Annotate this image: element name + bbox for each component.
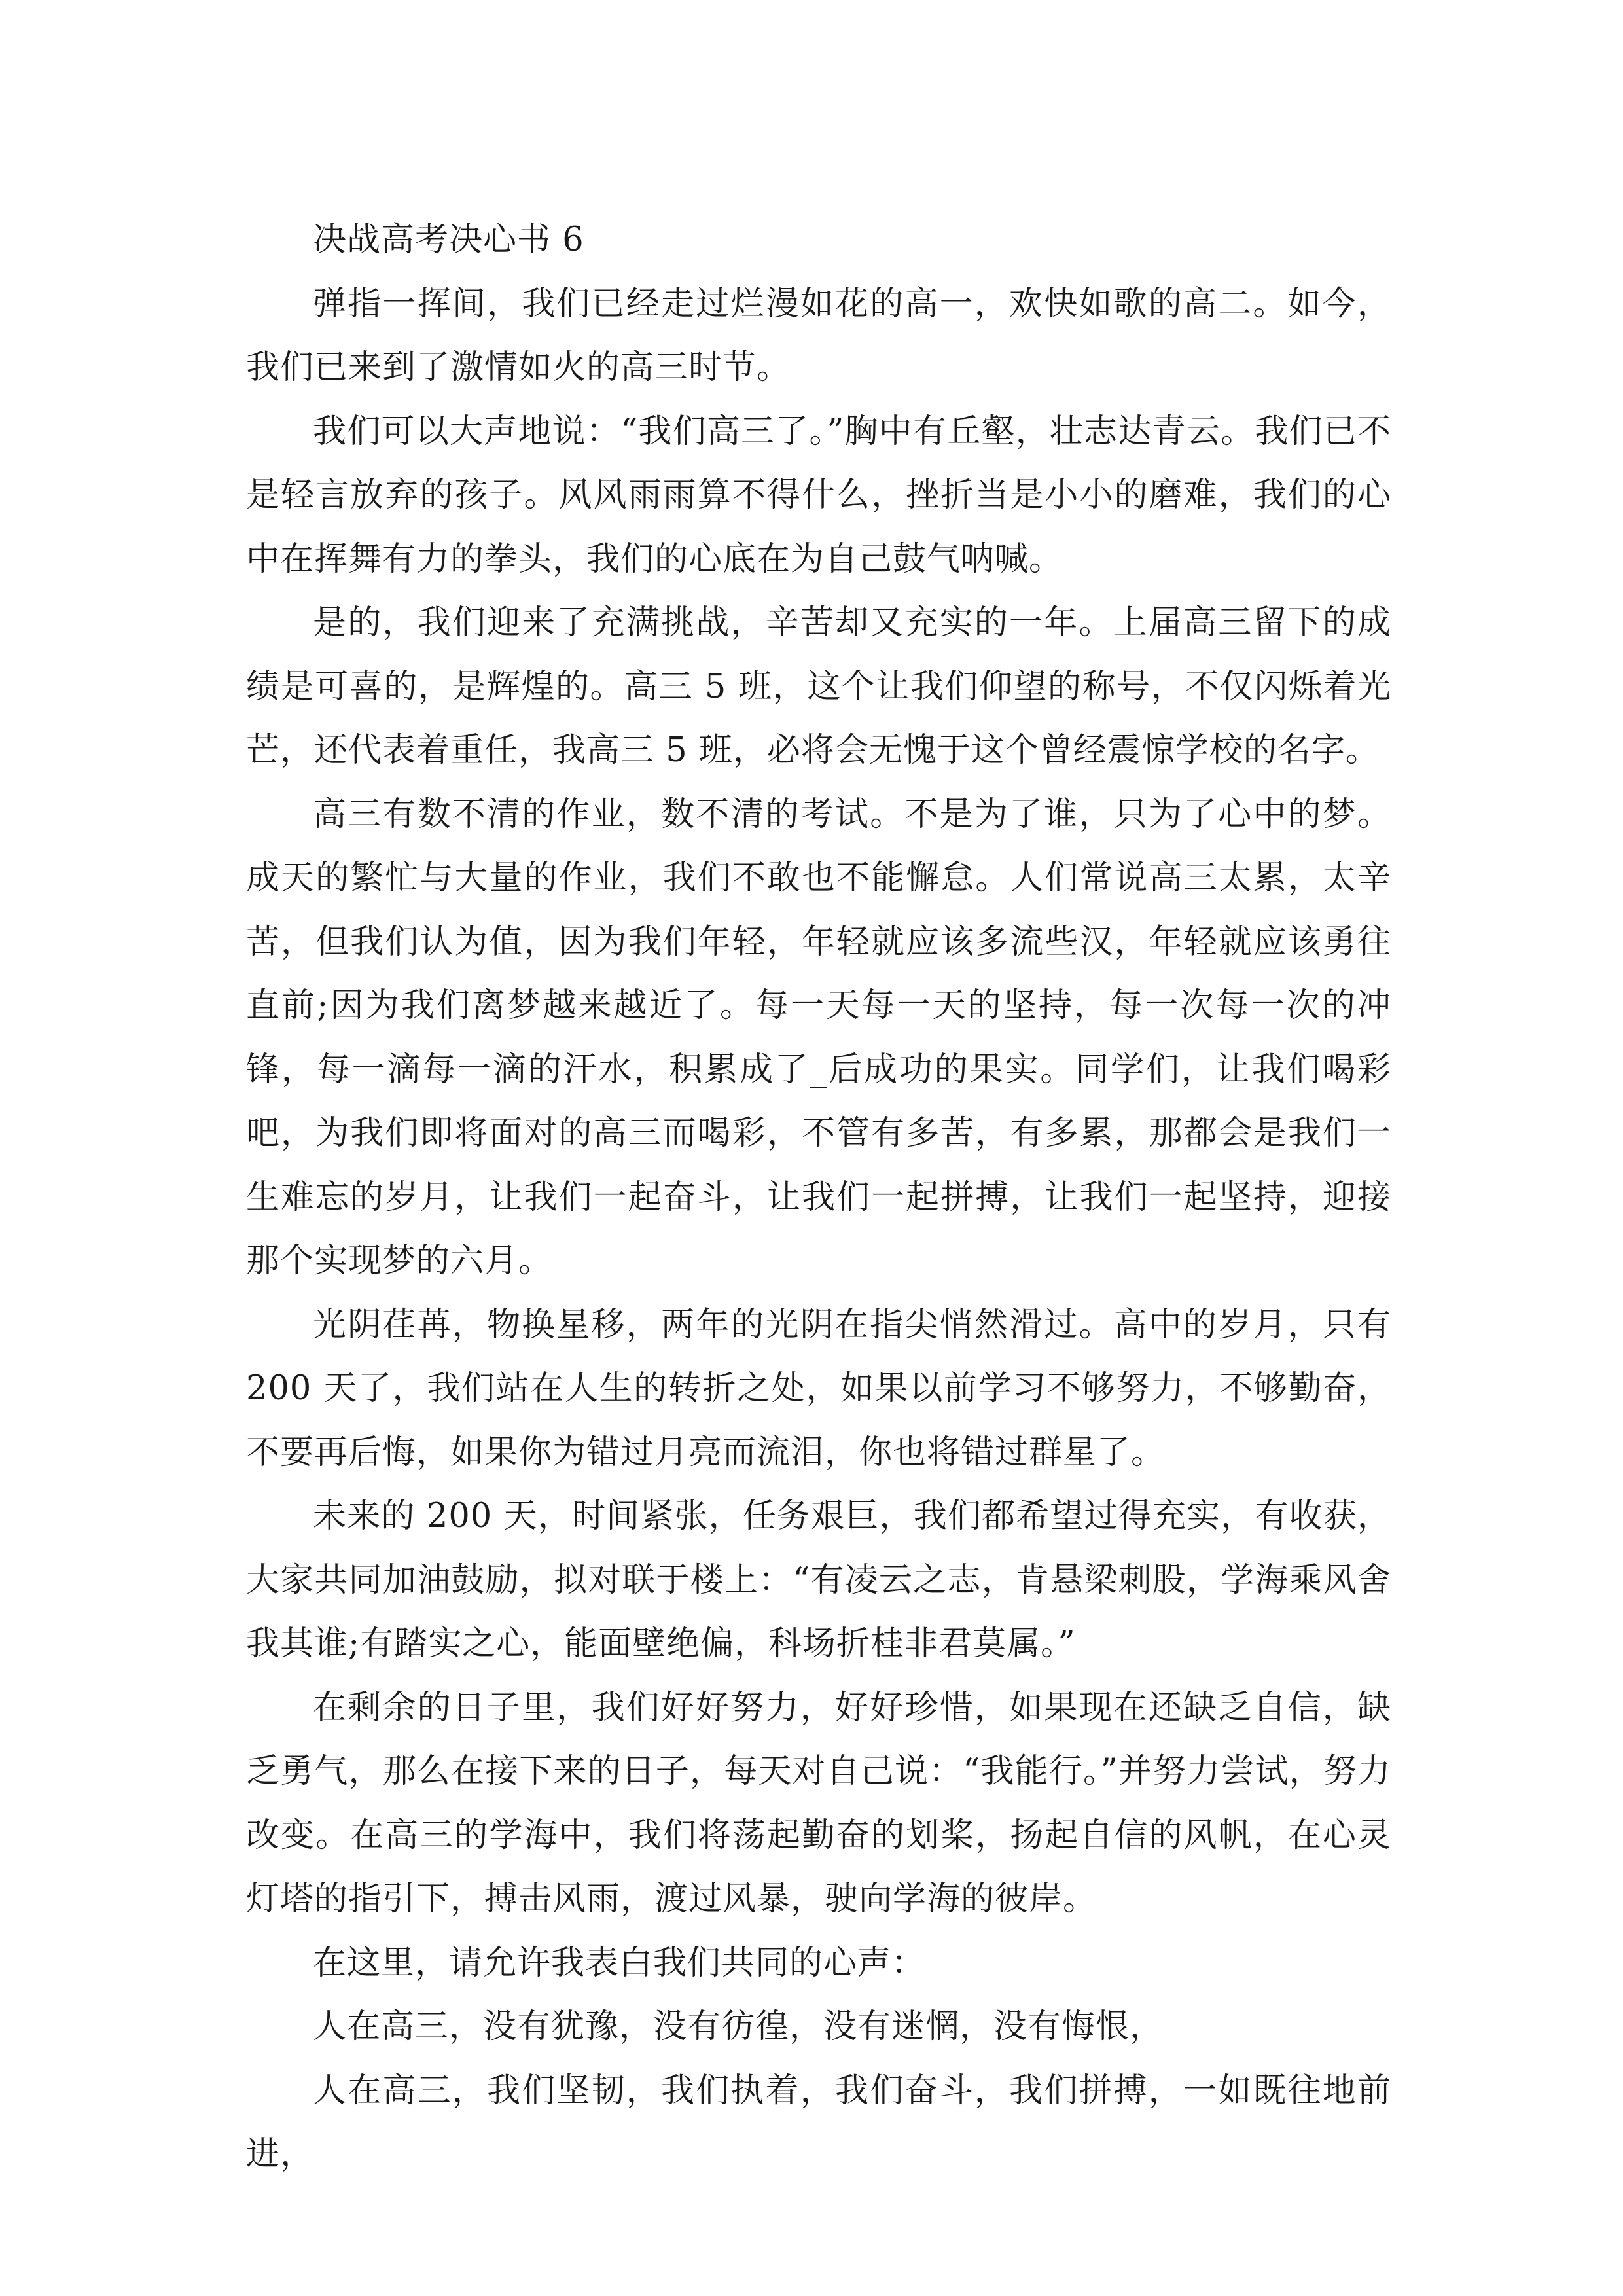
document-body bbox=[246, 208, 1391, 2187]
paragraph-5: 光阴荏苒，物换星移，两年的光阴在指尖悄然滑过。高中的岁月，只有 200 天了，我们站在人生的转折之处，如果以前学习不够努力，不够勤奋，不要再后悔，如果你为错过月亮而流泪，你也将错过群星了。 bbox=[246, 1305, 1391, 1472]
paragraph-6: 未来的 200 天，时间紧张，任务艰巨，我们都希望过得充实，有收获，大家共同加油鼓励，拟对联于楼上：“有凌云之志，肯悬梁刺股，学海乘风舍我其谁;有踏实之心，能面壁绝偏，科场折桂非君莫属。” bbox=[246, 1497, 1391, 1663]
paragraph-8: 在这里，请允许我表白我们共同的心声： bbox=[313, 1943, 926, 1982]
document-title: 决战高考决心书 6 bbox=[313, 221, 584, 259]
paragraph-7: 在剩余的日子里，我们好好努力，好好珍惜，如果现在还缺乏自信，缺乏勇气，那么在接下来的日子，每天对自己说：“我能行。”并努力尝试，努力改变。在高三的学海中，我们将荡起勤奋的划桨，扬起自信的风帆，在心灵灯塔的指引下，搏击风雨，渡过风暴，驶向学海的彼岸。 bbox=[246, 1688, 1391, 1918]
paragraph-3: 是的，我们迎来了充满挑战，辛苦却又充实的一年。上届高三留下的成绩是可喜的，是辉煌的。高三 5 班，这个让我们仰望的称号，不仅闪烁着光芒，还代表着重任，我高三 5 班，必将会无愧于这个曾经震惊学校的名字。 bbox=[246, 603, 1391, 770]
paragraph-9: 人在高三，没有犹豫，没有彷徨，没有迷惘，没有悔恨， bbox=[313, 2007, 1164, 2046]
paragraph-1: 弹指一挥间，我们已经走过烂漫如花的高一，欢快如歌的高二。如今，我们已来到了激情如火的高三时节。 bbox=[246, 284, 1391, 387]
paragraph-4: 高三有数不清的作业，数不清的考试。不是为了谁，只为了心中的梦。成天的繁忙与大量的作业，我们不敢也不能懈怠。人们常说高三太累，太辛苦，但我们认为值，因为我们年轻，年轻就应该多流些汉，年轻就应该勇往直前;因为我们离梦越来越近了。每一天每一天的坚持，每一次每一次的冲锋，每一滴每一滴的汗水，积累成了_后成功的果实。同学们，让我们喝彩吧，为我们即将面对的高三而喝彩，不管有多苦，有多累，那都会是我们一生难忘的岁月，让我们一起奋斗，让我们一起拼搏，让我们一起坚持，迎接那个实现梦的六月。 bbox=[246, 795, 1391, 1280]
paragraph-2: 我们可以大声地说：“我们高三了。”胸中有丘壑，壮志达青云。我们已不是轻言放弃的孩子。风风雨雨算不得什么，挫折当是小小的磨难，我们的心中在挥舞有力的拳头，我们的心底在为自己鼓气呐喊。 bbox=[246, 412, 1391, 579]
paragraph-10: 人在高三，我们坚韧，我们执着，我们奋斗，我们拼搏，一如既往地前进， bbox=[246, 2071, 1391, 2174]
